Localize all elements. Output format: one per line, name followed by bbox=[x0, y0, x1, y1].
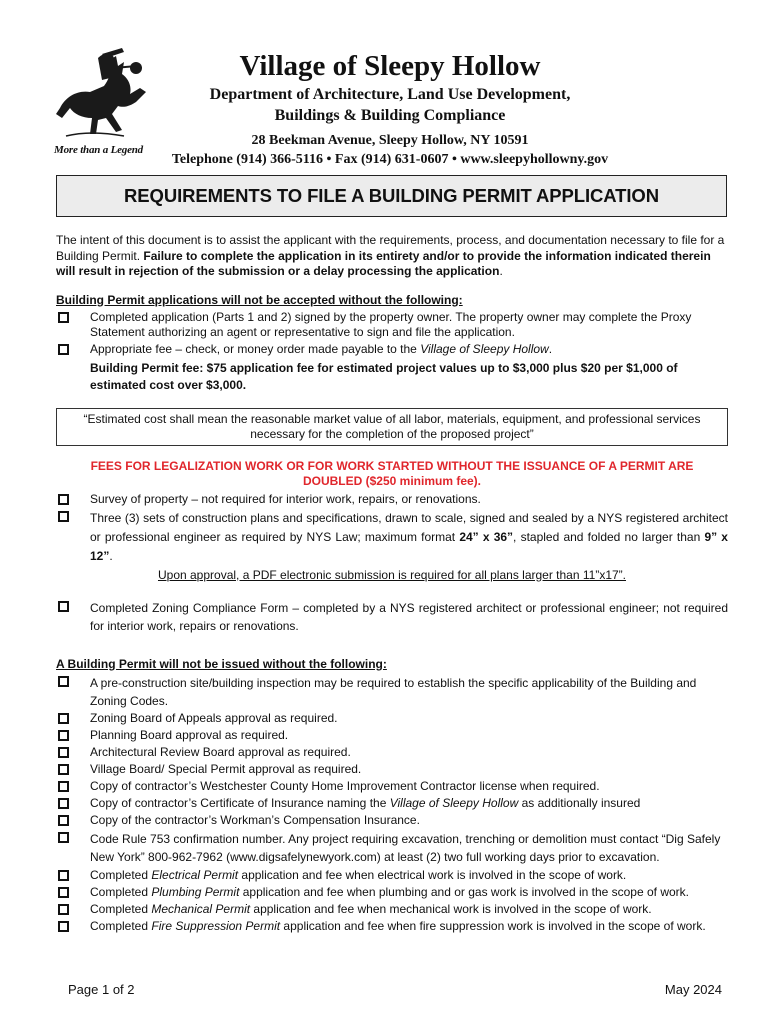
checkbox[interactable] bbox=[58, 511, 69, 522]
checkbox[interactable] bbox=[58, 676, 69, 687]
pdf-submission-note: Upon approval, a PDF electronic submission is required for all plans larger than 11”x17”. bbox=[157, 567, 626, 582]
checkbox[interactable] bbox=[58, 870, 69, 881]
checklist-item: Completed application (Parts 1 and 2) signed by the property owner. The property owner may complete the Proxy Statement authorizing an agent or representative to sign and file the application. bbox=[56, 310, 728, 341]
building-permit-fee: Building Permit fee: $75 application fee for estimated project values up to $3,000 plus $20 per $1,000 of estimated cost over $3,000. bbox=[90, 360, 678, 392]
checklist-item: Completed Mechanical Permit application and fee when mechanical work is involved in the scope of work. bbox=[56, 902, 728, 918]
page-number: Page 1 of 2 bbox=[68, 982, 135, 997]
document-date: May 2024 bbox=[664, 982, 722, 997]
checklist-item: Three (3) sets of construction plans and specifications, drawn to scale, signed and sealed by a NYS registered architect or professional engineer as required by NYS Law; maximum format 24” x 36”, stapled and folded no larger than 9” x 12”. bbox=[56, 509, 728, 566]
contact-line: Telephone (914) 366-5116 • Fax (914) 631-0607 • www.sleepyhollowny.gov bbox=[171, 152, 609, 167]
estimated-cost-definition: “Estimated cost shall mean the reasonable market value of all labor, materials, equipment, and professional services necessary for the completion of the proposed project” bbox=[56, 408, 728, 446]
checklist-item: Architectural Review Board approval as required. bbox=[56, 745, 728, 761]
checkbox[interactable] bbox=[58, 713, 69, 724]
checklist-item: Survey of property – not required for interior work, repairs, or renovations. bbox=[56, 492, 728, 508]
checkbox[interactable] bbox=[58, 904, 69, 915]
checkbox[interactable] bbox=[58, 730, 69, 741]
village-logo bbox=[52, 48, 152, 156]
legalization-fee-heading: FEES FOR LEGALIZATION WORK OR FOR WORK STARTED WITHOUT THE ISSUANCE OF A PERMIT ARE DOUBLED ($250 minimum fee). bbox=[90, 458, 694, 488]
checklist-item: Copy of contractor’s Certificate of Insurance naming the Village of Sleepy Hollow as additionally insured bbox=[56, 796, 728, 812]
section-heading-applications: Building Permit applications will not be accepted without the following: bbox=[56, 292, 463, 307]
checkbox[interactable] bbox=[58, 747, 69, 758]
checklist-item: A pre-construction site/building inspection may be required to establish the specific applicability of the Building and Zoning Codes. bbox=[56, 674, 728, 710]
checklist-item: Zoning Board of Appeals approval as required. bbox=[56, 711, 728, 727]
checkbox[interactable] bbox=[58, 312, 69, 323]
checkbox[interactable] bbox=[58, 344, 69, 355]
letterhead bbox=[150, 48, 630, 169]
document-title-banner: REQUIREMENTS TO FILE A BUILDING PERMIT APPLICATION bbox=[56, 175, 727, 217]
checklist-item: Copy of the contractor’s Workman’s Compensation Insurance. bbox=[56, 813, 728, 829]
checklist-item: Completed Plumbing Permit application and fee when plumbing and or gas work is involved in the scope of work. bbox=[56, 885, 728, 901]
checkbox[interactable] bbox=[58, 601, 69, 612]
checkbox[interactable] bbox=[58, 815, 69, 826]
checklist-item: Appropriate fee – check, or money order made payable to the Village of Sleepy Hollow. bbox=[56, 342, 728, 358]
checklist-item: Planning Board approval as required. bbox=[56, 728, 728, 744]
checkbox[interactable] bbox=[58, 764, 69, 775]
department-line-2: Buildings & Building Compliance bbox=[274, 107, 506, 124]
checklist-item: Completed Electrical Permit application and fee when electrical work is involved in the scope of work. bbox=[56, 868, 728, 884]
checklist-item: Copy of contractor’s Westchester County Home Improvement Contractor license when required. bbox=[56, 779, 728, 795]
checkbox[interactable] bbox=[58, 921, 69, 932]
checklist-item: Completed Zoning Compliance Form – completed by a NYS registered architect or professional engineer; not required for interior work, repairs or renovations. bbox=[56, 599, 728, 635]
checklist-item: Code Rule 753 confirmation number. Any project requiring excavation, trenching or demolition must contact “Dig Safely New York” 800-962-7962 (www.digsafelynewyork.com) at least (2) two full working days prior to excavation. bbox=[56, 830, 728, 866]
checkbox[interactable] bbox=[58, 798, 69, 809]
department-line-1: Department of Architecture, Land Use Development, bbox=[209, 86, 571, 103]
headless-horseman-icon bbox=[52, 48, 152, 140]
checklist-item: Completed Fire Suppression Permit application and fee when fire suppression work is involved in the scope of work. bbox=[56, 919, 728, 935]
checkbox[interactable] bbox=[58, 887, 69, 898]
intro-paragraph: The intent of this document is to assist the applicant with the requirements, process, and documentation necessary to file for a Building Permit. Failure to complete the application in its entirety and/or to provide the information indicated therein will result in rejection of the submission or a delay processing the application. bbox=[56, 233, 725, 278]
village-title: Village of Sleepy Hollow bbox=[239, 50, 541, 82]
checkbox[interactable] bbox=[58, 781, 69, 792]
section-heading-permit-issuance: A Building Permit will not be issued without the following: bbox=[56, 656, 387, 671]
address: 28 Beekman Avenue, Sleepy Hollow, NY 10591 bbox=[251, 133, 529, 148]
document-body bbox=[56, 233, 728, 936]
checkbox[interactable] bbox=[58, 494, 69, 505]
logo-tagline: More than a Legend bbox=[54, 144, 143, 156]
checklist-item: Village Board/ Special Permit approval as required. bbox=[56, 762, 728, 778]
checkbox[interactable] bbox=[58, 832, 69, 843]
